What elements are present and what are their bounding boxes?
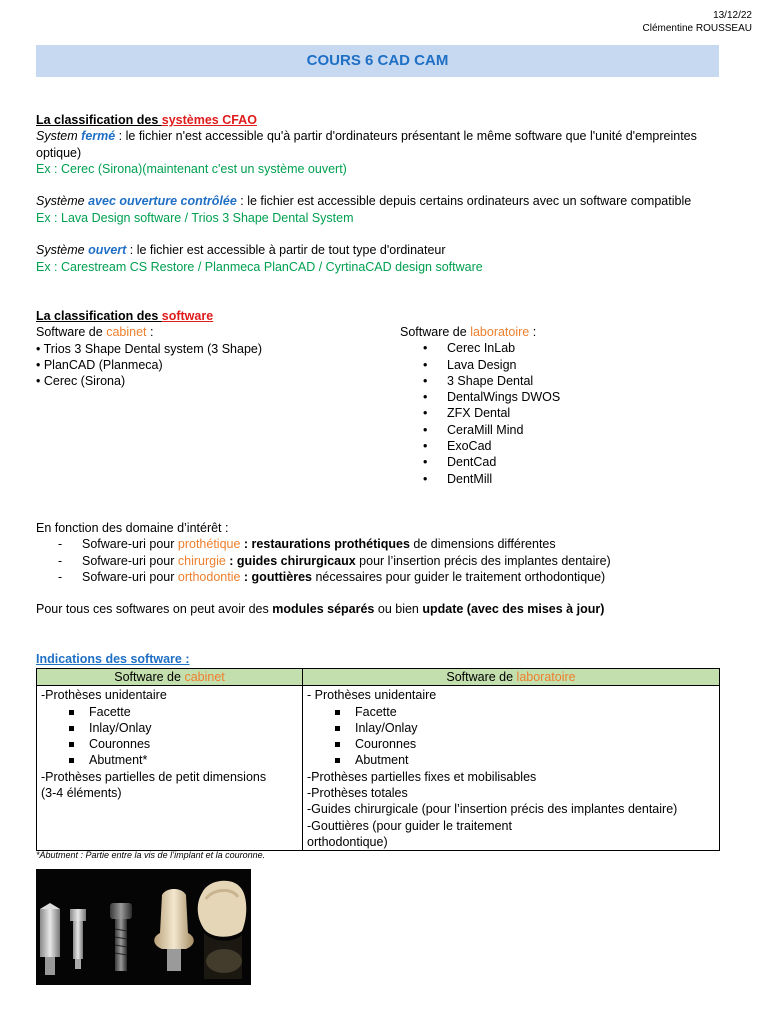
cabinet-item: • PlanCAD (Planmeca) — [36, 357, 163, 372]
lab-list — [400, 340, 560, 487]
page-header — [643, 9, 752, 35]
indication-line: orthodontique) — [307, 834, 388, 849]
indications-heading: Indications des software : — [36, 652, 190, 666]
indication-line: -Guides chirurgicale (pour l’insertion précis des implantes dentaire) — [307, 802, 678, 817]
software-heading: La classification des software — [36, 309, 214, 323]
indication-line: - Prothèses unidentaire — [307, 688, 437, 703]
indication-sub-item: Inlay/Onlay — [307, 720, 715, 736]
cfao-open-example: Ex : Carestream CS Restore / Planmeca PlanCAD / CyrtinaCAD design software — [36, 259, 483, 274]
domains-section — [36, 520, 726, 618]
col-header-lab: Software de laboratoire — [303, 669, 720, 686]
col-header-cabinet: Software de cabinet — [37, 669, 303, 686]
cabinet-indications-cell — [37, 686, 303, 851]
cfao-closed-example: Ex : Cerec (Sirona)(maintenant c'est un système ouvert) — [36, 161, 347, 176]
domains-summary: Pour tous ces softwares on peut avoir des modules séparés ou bien update (avec des mises à jour) — [36, 602, 605, 617]
indication-line: -Prothèses partielles fixes et mobilisables — [307, 769, 537, 784]
indication-line: -Prothèses totales — [307, 786, 408, 801]
domain-item: - Sofware-uri pour chirurgie : guides chirurgicaux pour l’insertion précis des implantes dentaire) — [36, 553, 726, 569]
cabinet-label: Software de cabinet : — [36, 325, 154, 340]
indications-table — [36, 668, 720, 851]
indication-line: -Prothèses unidentaire — [41, 688, 167, 703]
header-date: 13/12/22 — [713, 10, 752, 21]
lab-item: • ExoCad — [447, 438, 560, 454]
page-title: COURS 6 CAD CAM — [36, 45, 719, 77]
abutment-footnote: *Abutment : Partie entre la vis de l’implant et la couronne. — [36, 850, 266, 860]
cabinet-sub-list — [41, 704, 298, 769]
header-author: Clémentine ROUSSEAU — [642, 23, 752, 34]
lab-item: • Lava Design — [447, 357, 560, 373]
indication-sub-item: Couronnes — [307, 736, 715, 752]
cfao-open-desc: Système ouvert : le fichier est accessible à partir de tout type d'ordinateur — [36, 243, 446, 258]
cabinet-item: • Trios 3 Shape Dental system (3 Shape) — [36, 341, 263, 356]
indication-sub-item: Couronnes — [41, 736, 298, 752]
lab-item: • Cerec InLab — [447, 340, 560, 356]
lab-item: • DentalWings DWOS — [447, 389, 560, 405]
indication-sub-item: Facette — [307, 704, 715, 720]
indication-sub-item: Abutment — [307, 752, 715, 768]
cfao-controlled-desc: Système avec ouverture contrôlée : le fichier est accessible depuis certains ordinateurs avec un software compatible — [36, 194, 692, 209]
software-section — [36, 308, 726, 389]
lab-item: • DentMill — [447, 471, 560, 487]
domains-intro: En fonction des domaine d’intérêt : — [36, 521, 229, 535]
implant-components-photo — [36, 869, 251, 985]
lab-item: • 3 Shape Dental — [447, 373, 560, 389]
lab-item: • CeraMill Mind — [447, 422, 560, 438]
lab-sub-list — [307, 704, 715, 769]
cfao-section — [36, 112, 726, 275]
lab-label: Software de laboratoire : — [400, 325, 537, 339]
domain-item: - Sofware-uri pour orthodontie : gouttières nécessaires pour guider le traitement orthodontique) — [36, 569, 726, 585]
lab-item: • DentCad — [447, 454, 560, 470]
indication-sub-item: Facette — [41, 704, 298, 720]
cfao-heading: La classification des systèmes CFAO — [36, 113, 257, 127]
lab-item: • ZFX Dental — [447, 405, 560, 421]
lab-indications-cell — [303, 686, 720, 851]
domain-item: - Sofware-uri pour prothétique : restaurations prothétiques de dimensions différentes — [36, 536, 726, 552]
indication-sub-item: Inlay/Onlay — [41, 720, 298, 736]
implant-components-illustration — [36, 869, 251, 985]
indication-line: -Prothèses partielles de petit dimensions — [41, 769, 267, 784]
indication-line: -Gouttières (pour guider le traitement — [307, 818, 512, 833]
cfao-controlled-example: Ex : Lava Design software / Trios 3 Shape Dental System — [36, 210, 354, 225]
cfao-closed-desc: System fermé : le fichier n'est accessible qu'à partir d'ordinateurs présentant le même software que l'unité d'empreintes optique) — [36, 129, 697, 160]
domains-list — [36, 536, 726, 585]
lab-software-column — [400, 324, 560, 487]
indication-line: (3-4 éléments) — [41, 786, 122, 801]
indication-sub-item: Abutment* — [41, 752, 298, 768]
cabinet-item: • Cerec (Sirona) — [36, 374, 126, 389]
